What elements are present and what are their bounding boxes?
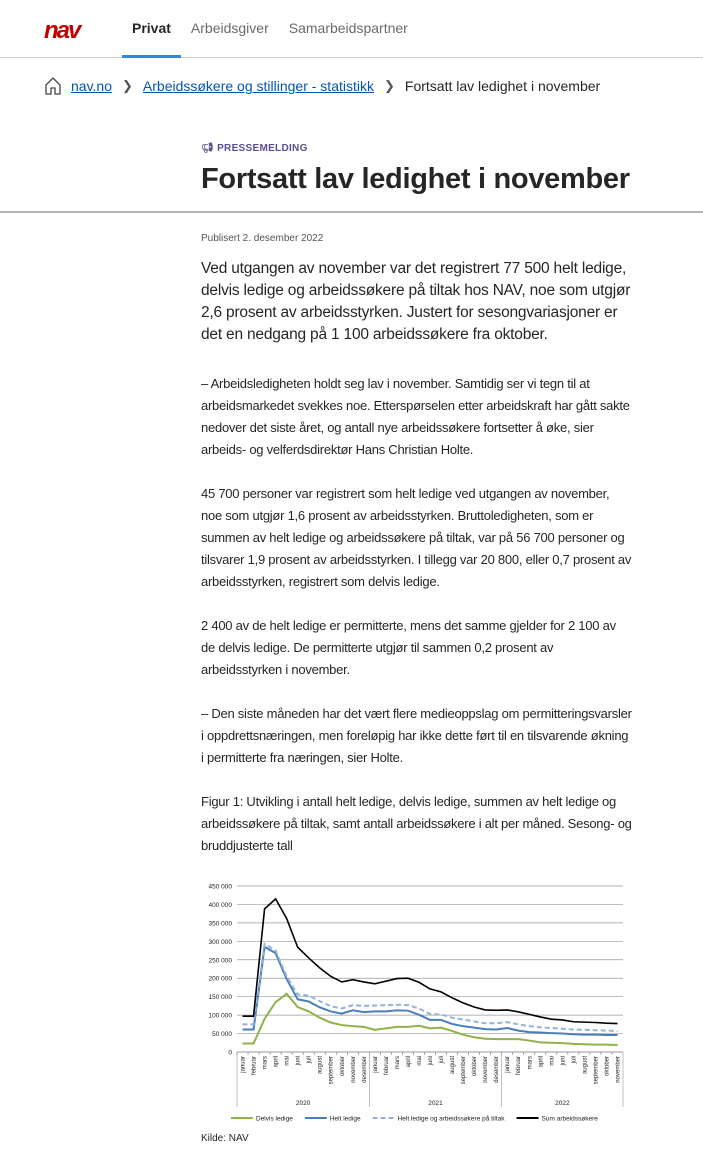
figure-caption: Figur 1: Utvikling i antall helt ledige, delvis ledige, summen av helt ledige og arbeidssøkere på tiltak, samt antall arbeidssøkere i alt per måned. Sesong- og bruddjusterte tall	[201, 794, 632, 853]
legend-label: Delvis ledige	[256, 1115, 293, 1123]
paragraph: – Arbeidsledigheten holdt seg lav i november. Samtidig ser vi tegn til at arbeidsmarkedet svekkes noe. Etterspørselen etter arbeidskraft har gått sakte nedover det siste året, og antall nye arbeidssøkere fortsetter å øke, sier arbeids- og velferdsdirektør Hans Christian Holte.	[201, 376, 630, 457]
paragraph: – Den siste måneden har det vært flere medieoppslag om permitteringsvarsler i oppdrettsnæringen, men foreløpig har ikke dette ført til en tilsvarende økning i permitterte fra næringen, sier Holte.	[201, 706, 632, 765]
divider	[0, 211, 703, 213]
y-tick-label: 0	[228, 1049, 232, 1057]
x-tick-label: desember	[361, 1056, 368, 1083]
x-tick-label: april	[273, 1056, 280, 1068]
x-tick-label: april	[405, 1056, 412, 1068]
series-line	[243, 944, 618, 1031]
legend-label: Helt ledige og arbeidssøkere på tiltak	[397, 1115, 505, 1123]
y-tick-label: 150 000	[208, 994, 232, 1002]
x-tick-label: mai	[549, 1056, 556, 1066]
legend-label: Helt ledige	[329, 1115, 361, 1123]
nav-privat[interactable]: Privat	[122, 0, 181, 58]
x-tick-label: april	[538, 1056, 545, 1068]
y-tick-label: 200 000	[208, 975, 232, 983]
x-tick-label: mars	[394, 1056, 401, 1070]
source-note: Kilde: NAV	[201, 1133, 249, 1144]
main-nav	[122, 0, 418, 58]
breadcrumb-section[interactable]: Arbeidssøkere og stillinger - statistikk	[142, 78, 374, 94]
x-tick-label: juni	[560, 1056, 567, 1066]
x-tick-label: juli	[439, 1056, 446, 1064]
published-date: Publisert 2. desember 2022	[201, 233, 324, 244]
x-tick-label: september	[461, 1056, 468, 1085]
x-tick-label: februar	[383, 1056, 390, 1076]
x-tick-label: februar	[251, 1056, 258, 1076]
x-tick-label: september	[593, 1056, 600, 1085]
nav-arbeidsgiver[interactable]: Arbeidsgiver	[190, 20, 269, 36]
x-tick-label: januar	[505, 1056, 512, 1073]
chevron-right-icon: ❯	[383, 78, 395, 93]
article-tag: 📢︎ PRESSEMELDING	[201, 143, 308, 154]
x-tick-label: november	[615, 1056, 622, 1083]
legend-label: Sum arbeidssøkere	[541, 1115, 598, 1123]
chevron-right-icon: ❯	[122, 78, 133, 93]
x-tick-label: januar	[240, 1056, 247, 1073]
megaphone-icon: 📢︎	[201, 143, 218, 154]
x-tick-label: oktober	[339, 1056, 346, 1077]
x-tick-label: juli	[306, 1056, 313, 1064]
x-tick-label: mai	[416, 1056, 423, 1066]
y-tick-label: 350 000	[208, 920, 232, 928]
breadcrumb-home[interactable]: nav.no	[71, 78, 112, 94]
x-tick-label: september	[328, 1056, 335, 1085]
y-tick-label: 50 000	[212, 1031, 232, 1039]
x-tick-label: august	[582, 1056, 589, 1075]
article-body	[201, 233, 633, 1144]
unemployment-chart	[195, 875, 635, 1127]
paragraph: 2 400 av de helt ledige er permitterte, mens det samme gjelder for 2 100 av de delvis ledige. De permitterte utgjør til sammen 0,2 prosent av arbeidsstyrken i november.	[201, 618, 616, 677]
x-tick-label: oktober	[604, 1056, 611, 1077]
x-tick-label: mars	[527, 1056, 534, 1070]
x-tick-label: juni	[428, 1056, 434, 1066]
x-tick-label: august	[450, 1056, 457, 1075]
x-tick-label: november	[350, 1056, 357, 1083]
x-tick-label: februar	[516, 1056, 523, 1076]
site-header	[0, 0, 703, 58]
breadcrumb	[45, 77, 600, 95]
x-tick-label: juli	[571, 1056, 578, 1064]
y-tick-label: 300 000	[208, 938, 232, 946]
year-label: 2021	[428, 1100, 443, 1107]
x-tick-label: mars	[262, 1056, 269, 1070]
nav-samarbeidspartner[interactable]: Samarbeidspartner	[288, 20, 408, 36]
y-tick-label: 450 000	[208, 883, 232, 891]
x-tick-label: november	[483, 1056, 490, 1083]
y-tick-label: 100 000	[208, 1012, 232, 1020]
lead-paragraph: Ved utgangen av november var det registrert 77 500 helt ledige, delvis ledige og arbeidssøkere på tiltak hos NAV, noe som utgjør 2,6 prosent av arbeidsstyrken. Justert for sesongvariasjoner er det en nedgang på 1 100 arbeidssøkere fra oktober.	[201, 260, 631, 343]
x-tick-label: januar	[372, 1056, 379, 1073]
breadcrumb-current: Fortsatt lav ledighet i november	[404, 78, 601, 94]
series-line	[243, 899, 618, 1024]
x-tick-label: juni	[295, 1056, 302, 1066]
x-tick-label: august	[317, 1056, 324, 1075]
y-tick-label: 250 000	[208, 957, 232, 965]
x-tick-label: desember	[494, 1056, 501, 1083]
nav-logo[interactable]: nav	[44, 17, 80, 44]
home-icon[interactable]	[45, 77, 61, 95]
year-label: 2022	[555, 1100, 570, 1107]
year-label: 2020	[295, 1100, 311, 1107]
x-tick-label: mai	[284, 1056, 291, 1066]
x-tick-label: oktober	[472, 1056, 479, 1077]
y-tick-label: 400 000	[208, 901, 232, 909]
page-title: Fortsatt lav ledighet i november	[201, 163, 630, 195]
paragraph: 45 700 personer var registrert som helt ledige ved utgangen av november, noe som utgjør 1,6 prosent av arbeidsstyrken. Bruttoledigheten, som er summen av helt ledige og arbeidssøkere på tiltak, var på 56 700 personer og tilsvarer 1,9 prosent av arbeidsstyrken. I tillegg var 20 800, eller 0,7 prosent av arbeidsstyrken, registrert som delvis ledige.	[201, 486, 632, 589]
